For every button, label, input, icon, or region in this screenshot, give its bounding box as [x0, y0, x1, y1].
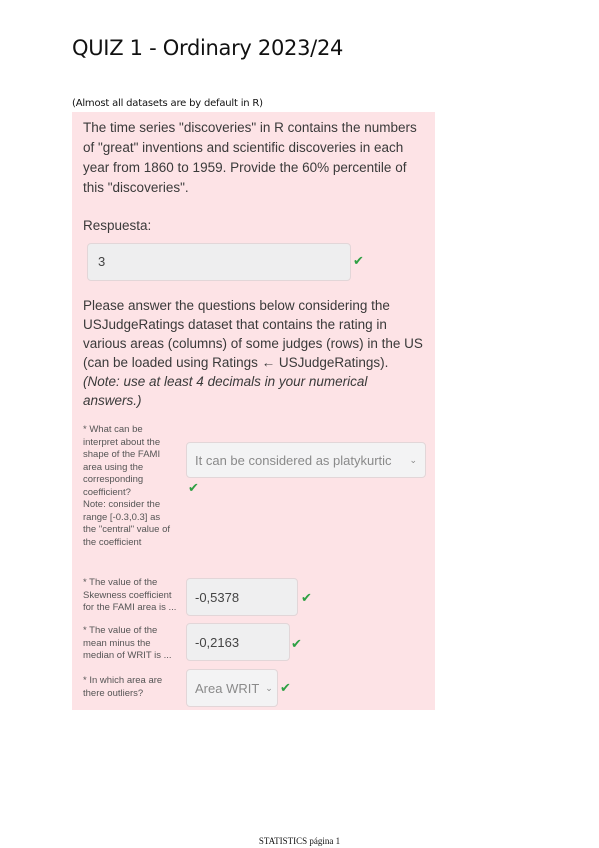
check-icon: ✔ [291, 637, 302, 652]
datasets-note: (Almost all datasets are by default in R) [72, 98, 263, 109]
skewness-input[interactable]: -0,5378 [186, 578, 298, 616]
outliers-select[interactable] [186, 669, 278, 707]
question-2-text [83, 296, 428, 410]
sub-question-1-label: * What can be interpret about the shape of the FAMI area using the corresponding coefficient? Note: consider the range [-0.3,0.3] as the "central" value of the coefficient [83, 424, 171, 548]
question-1-text: The time series "discoveries" in R contains the numbers of "great" inventions and scientific discoveries in each year from 1860 to 1959. Provide the 60% percentile of this "discoveries". [83, 120, 417, 195]
quiz-screenshot [72, 112, 435, 710]
page-title-main: QUIZ 1 [72, 36, 143, 60]
question-2-note: (Note: use at least 4 decimals in your numerical answers.) [83, 374, 368, 408]
sub-question-3-label: * The value of the mean minus the median of WRIT is ... [83, 625, 172, 661]
page-footer: STATISTICS página 1 [258, 836, 341, 846]
answer-input[interactable]: 3 [87, 243, 351, 281]
mean-minus-median-input[interactable]: -0,2163 [186, 623, 290, 661]
check-icon: ✔ [353, 254, 364, 269]
shape-select[interactable] [186, 442, 426, 478]
outliers-select-value: Area WRIT [195, 680, 260, 696]
question-2-body: Please answer the questions below considering the USJudgeRatings dataset that contains the rating in various areas (columns) of some judges (rows) in the US (can be loaded using Ratings ← USJudgeRatings). [83, 298, 423, 370]
check-icon: ✔ [280, 681, 291, 696]
chevron-down-icon: ⌄ [409, 454, 417, 465]
sub-question-2-label: * The value of the Skewness coefficient for the FAMI area is ... [83, 577, 177, 613]
sub-question-4-label: * In which area are there outliers? [83, 675, 163, 699]
page-title-rest: - Ordinary 2023/24 [142, 36, 344, 60]
check-icon: ✔ [301, 591, 312, 606]
check-icon: ✔ [188, 481, 199, 496]
chevron-down-icon: ⌄ [265, 682, 273, 693]
shape-select-value: It can be considered as platykurtic [195, 452, 392, 468]
answer-label: Respuesta: [83, 218, 152, 233]
page-title [72, 36, 343, 60]
